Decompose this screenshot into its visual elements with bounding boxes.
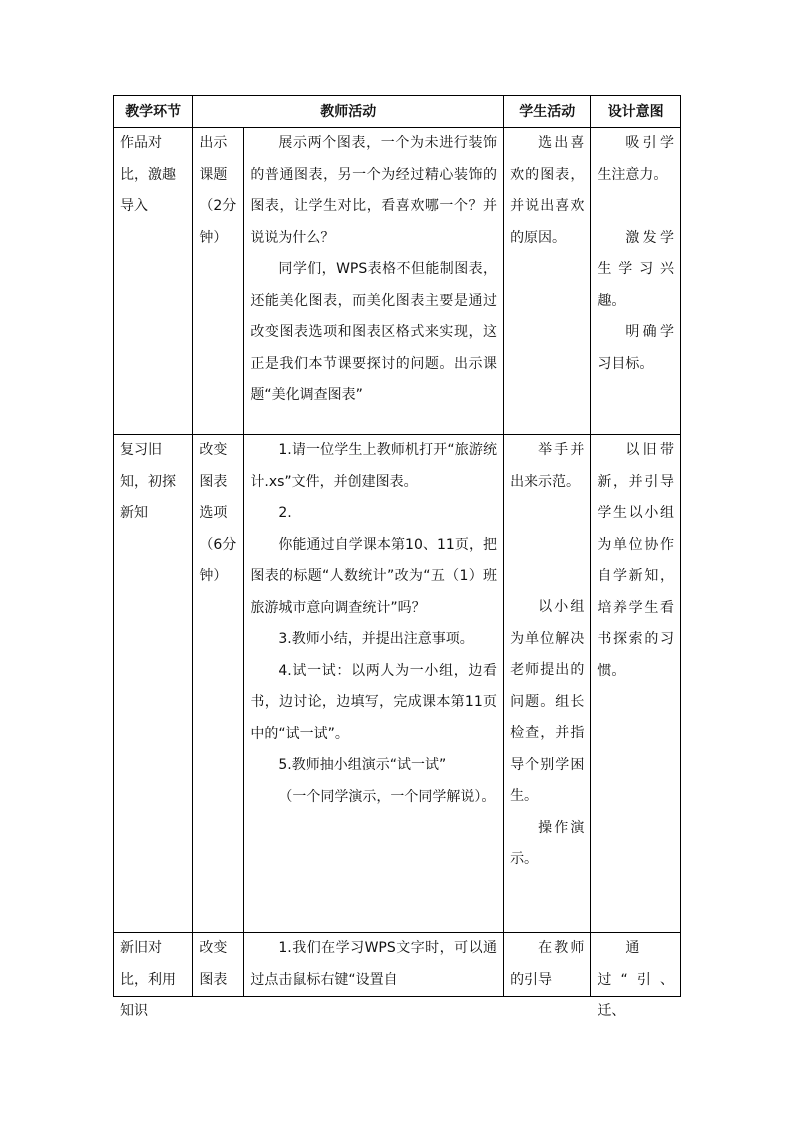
- stage-cell: [114, 933, 193, 1019]
- table-row: [114, 128, 681, 435]
- teacher-paragraph: （一个同学演示，一个同学解说）。: [278, 788, 496, 805]
- header-student-activity: 学生活动: [504, 96, 591, 128]
- substage-cell: 改变图表选项（6分钟）: [193, 435, 244, 933]
- substage-cell: [193, 933, 244, 997]
- student-paragraph: 选出喜欢的图表，并说出喜欢的原因。: [510, 135, 585, 246]
- teacher-paragraph: 5.教师抽小组演示“试一试”: [278, 757, 447, 773]
- teacher-activity-cell: [244, 435, 504, 933]
- teacher-paragraph: 3.教师小结，并提出注意事项。: [278, 631, 474, 647]
- teacher-paragraph: 展示两个图表，一个为未进行装饰的普通图表，另一个为经过精心装饰的图表，让学生对比，看喜欢哪一个？并说说为什么？: [250, 135, 498, 246]
- student-paragraph: 以小组为单位解决老师提出的问题。组长检查，并指导个别学困生。: [510, 599, 585, 804]
- design-intent-cell: [591, 128, 681, 435]
- design-paragraph: 吸引学生注意力。: [597, 135, 674, 183]
- teacher-paragraph: 同学们，WPS表格不但能制图表，还能美化图表，而美化图表主要是通过改变图表选项和图表区格式来实现，这正是我们本节课要探讨的问题。出示课题“美化调查图表”: [250, 261, 498, 403]
- stage-text: 新旧对比，利用知识: [120, 940, 176, 1019]
- student-paragraph: 在教师的引导: [510, 940, 585, 988]
- design-paragraph: 以旧带新，并引导学生以小组为单位协作自学新知，培养学生看书探索的习惯。: [597, 442, 674, 679]
- teacher-paragraph: 1.请一位学生上教师机打开“旅游统计.xs”文件，并创建图表。: [250, 442, 498, 490]
- stage-cell: 作品对比，激趣导入: [114, 128, 193, 435]
- header-teacher-activity: 教师活动: [193, 96, 504, 128]
- header-design-intent: 设计意图: [591, 96, 681, 128]
- substage-cell: 出示课题（2分钟）: [193, 128, 244, 435]
- student-paragraph: 举手并出来示范。: [510, 442, 585, 490]
- teacher-paragraph: 2.: [278, 505, 292, 521]
- student-activity-cell: [504, 933, 591, 997]
- design-intent-cell: [591, 435, 681, 933]
- design-paragraph: 激发学生学习兴趣。: [597, 229, 674, 309]
- teacher-paragraph: 4.试一试：以两人为一小组，边看书，边讨论，边填写，完成课本第11页中的“试一试”。: [250, 662, 498, 742]
- design-paragraph: 通过“引、迁、: [597, 940, 674, 1019]
- table-row: [114, 435, 681, 933]
- design-intent-cell: [591, 933, 681, 1019]
- stage-cell: 复习旧知，初探新知: [114, 435, 193, 933]
- table-header-row: [114, 96, 681, 128]
- table-row: [114, 933, 681, 997]
- teacher-paragraph: 你能通过自学课本第10、11页，把图表的标题“人数统计”改为“五（1）班旅游城市意向调查统计”吗？: [250, 536, 498, 616]
- substage-text: 改变图表: [199, 940, 228, 988]
- lesson-plan-table: [113, 95, 681, 1019]
- teacher-activity-cell: [244, 933, 504, 997]
- header-teaching-stage: 教学环节: [114, 96, 193, 128]
- student-activity-cell: [504, 128, 591, 435]
- design-paragraph: 明确学习目标。: [597, 324, 674, 372]
- student-activity-cell: [504, 435, 591, 933]
- teacher-activity-cell: [244, 128, 504, 435]
- student-paragraph: 操作演示。: [510, 819, 585, 867]
- teacher-paragraph: 1.我们在学习WPS文字时，可以通过点击鼠标右键“设置自: [250, 940, 498, 988]
